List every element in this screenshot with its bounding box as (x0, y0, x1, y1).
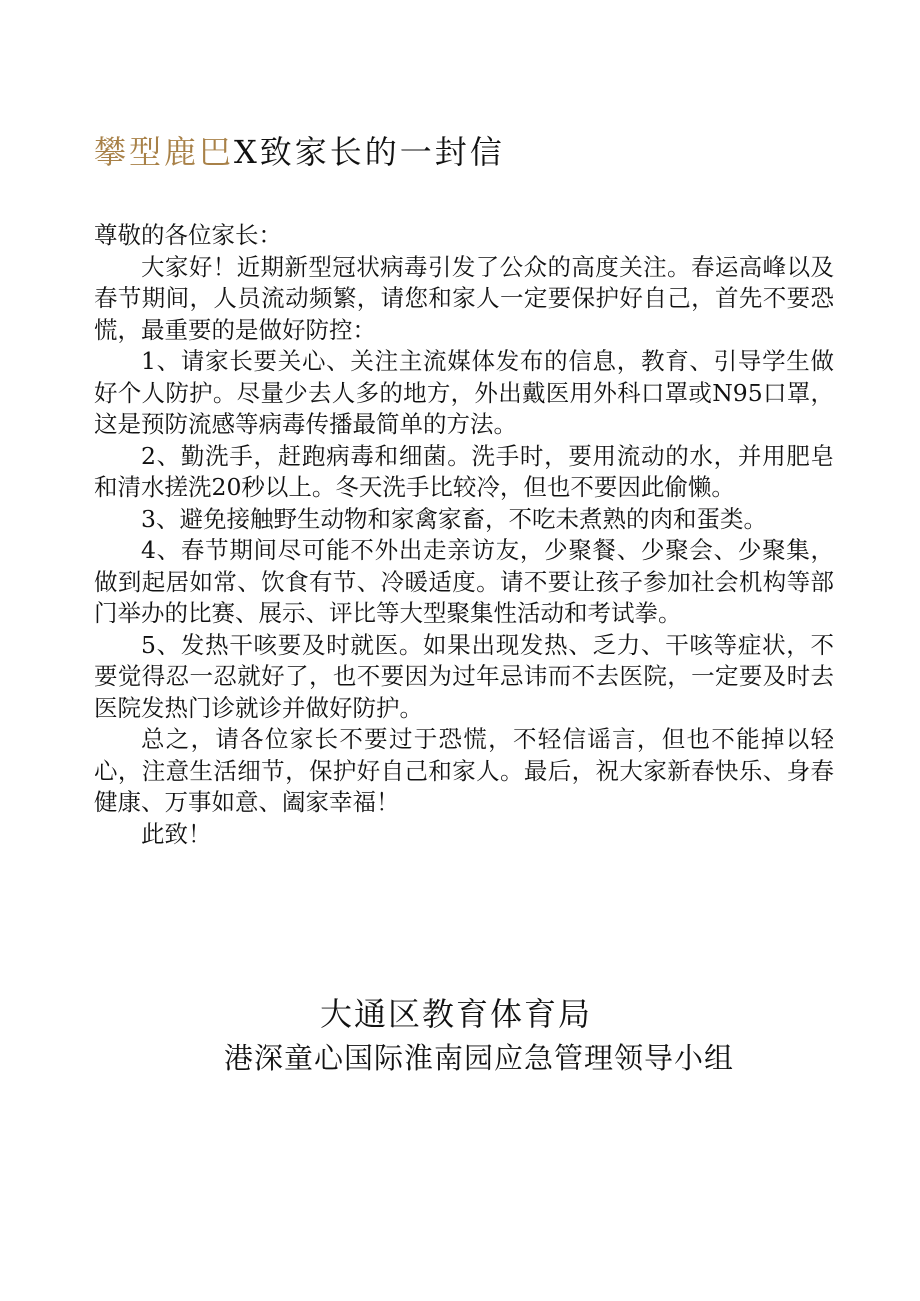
signature-team: 港深童心国际淮南园应急管理领导小组 (224, 1041, 735, 1075)
salutation: 尊敬的各位家长： (94, 221, 282, 249)
letter-body (94, 220, 834, 850)
paragraph-greeting: 大家好！近期新型冠状病毒引发了公众的高度关注。春运高峰以及春节期间，人员流动频繁，请您和家人一定要保护好自己，首先不要恐慌，最重要的是做好防控： (94, 252, 834, 344)
closing: 此致！ (141, 819, 212, 848)
letter-title (94, 132, 505, 172)
paragraph-item-4: 4、春节期间尽可能不外出走亲访友，少聚餐、少聚会、少聚集，做到起居如常、饮食有节、冷暖适度。请不要让孩子参加社会机构等部门举办的比赛、展示、评比等大型聚集性活动和考试拳。 (94, 536, 834, 627)
title-main: X致家长的一封信 (234, 133, 505, 171)
paragraph-conclusion: 总之，请各位家长不要过于恐慌，不轻信谣言，但也不能掉以轻心，注意生活细节，保护好自己和家人。最后，祝大家新春快乐、身春健康、万事如意、阖家幸福！ (94, 725, 834, 816)
paragraph-item-5: 5、发热干咳要及时就医。如果出现发热、乏力、干咳等症状，不要觉得忍一忍就好了，也不要因为过年忌讳而不去医院，一定要及时去医院发热门诊就诊并做好防护。 (94, 630, 834, 722)
paragraph-item-3: 3、避免接触野生动物和家禽家畜，不吃未煮熟的肉和蛋类。 (141, 504, 767, 533)
paragraph-item-2: 2、勤洗手，赶跑病毒和细菌。洗手时，要用流动的水，并用肥皂和清水搓洗20秒以上。冬天洗手比较冷，但也不要因此偷懒。 (94, 441, 834, 501)
signature-org: 大通区教育体育局 (320, 995, 593, 1033)
paragraph-item-1: 1、请家长要关心、关注主流媒体发布的信息，教育、引导学生做好个人防护。尽量少去人多的地方，外出戴医用外科口罩或N95口罩，这是预防流感等病毒传播最简单的方法。 (94, 347, 834, 438)
title-prefix: 攀型鹿巴 (94, 133, 235, 171)
